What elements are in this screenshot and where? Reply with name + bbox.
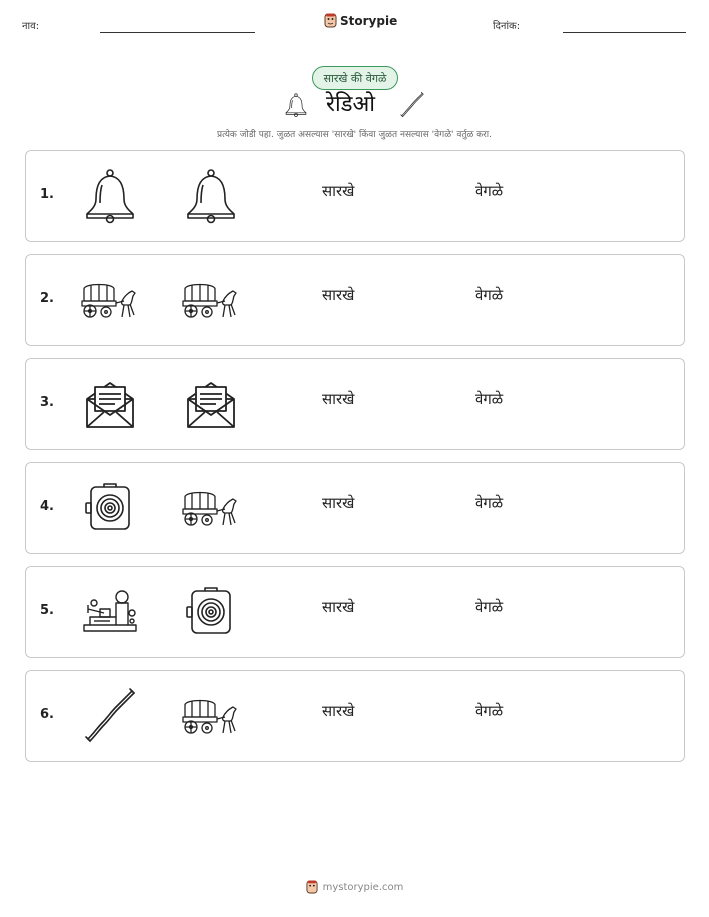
storypie-mascot-icon (306, 880, 318, 894)
storypie-mascot-icon (324, 13, 337, 28)
question-row-1 (25, 150, 685, 242)
same-option[interactable]: सारखे (322, 390, 355, 408)
covered-wagon-icon (80, 271, 140, 329)
bell-icon (283, 92, 309, 118)
different-option[interactable]: वेगळे (475, 598, 504, 616)
different-option[interactable]: वेगळे (475, 182, 504, 200)
date-line[interactable] (563, 32, 686, 33)
question-number: 5. (40, 603, 54, 618)
brand-name: Storypie (340, 13, 398, 28)
footer-url[interactable]: mystorypie.com (322, 881, 404, 893)
envelope-icon (80, 375, 140, 433)
name-line[interactable] (100, 32, 255, 33)
different-option[interactable]: वेगळे (475, 702, 504, 720)
different-option[interactable]: वेगळे (475, 286, 504, 304)
question-row-3 (25, 358, 685, 450)
speaker-icon (181, 583, 241, 641)
cable-icon (398, 90, 426, 120)
question-row-5 (25, 566, 685, 658)
covered-wagon-icon (181, 479, 241, 537)
same-option[interactable]: सारखे (322, 702, 355, 720)
different-option[interactable]: वेगळे (475, 494, 504, 512)
same-option[interactable]: सारखे (322, 182, 355, 200)
footer (0, 880, 709, 894)
title-row (0, 88, 709, 122)
date-label: दिनांक: (493, 21, 521, 32)
question-number: 2. (40, 291, 54, 306)
different-option[interactable]: वेगळे (475, 390, 504, 408)
same-option[interactable]: सारखे (322, 598, 355, 616)
same-option[interactable]: सारखे (322, 286, 355, 304)
telegraph-key-icon (80, 583, 140, 641)
question-row-6 (25, 670, 685, 762)
bell-icon (80, 167, 140, 225)
covered-wagon-icon (181, 687, 241, 745)
name-label: नाव: (22, 21, 40, 32)
speaker-icon (80, 479, 140, 537)
question-number: 3. (40, 395, 54, 410)
brand-logo (324, 13, 397, 28)
same-option[interactable]: सारखे (322, 494, 355, 512)
question-row-2 (25, 254, 685, 346)
question-number: 6. (40, 707, 54, 722)
worksheet-type-badge: सारखे की वेगळे (312, 66, 398, 90)
covered-wagon-icon (181, 271, 241, 329)
bell-icon (181, 167, 241, 225)
question-number: 4. (40, 499, 54, 514)
question-number: 1. (40, 187, 54, 202)
envelope-icon (181, 375, 241, 433)
page-title: रेडिओ (326, 92, 375, 117)
cable-icon (80, 687, 140, 745)
question-row-4 (25, 462, 685, 554)
instructions: प्रत्येक जोडी पहा. जुळत असल्यास 'सारखे' किंवा जुळत नसल्यास 'वेगळे' वर्तुळ करा. (216, 130, 492, 140)
